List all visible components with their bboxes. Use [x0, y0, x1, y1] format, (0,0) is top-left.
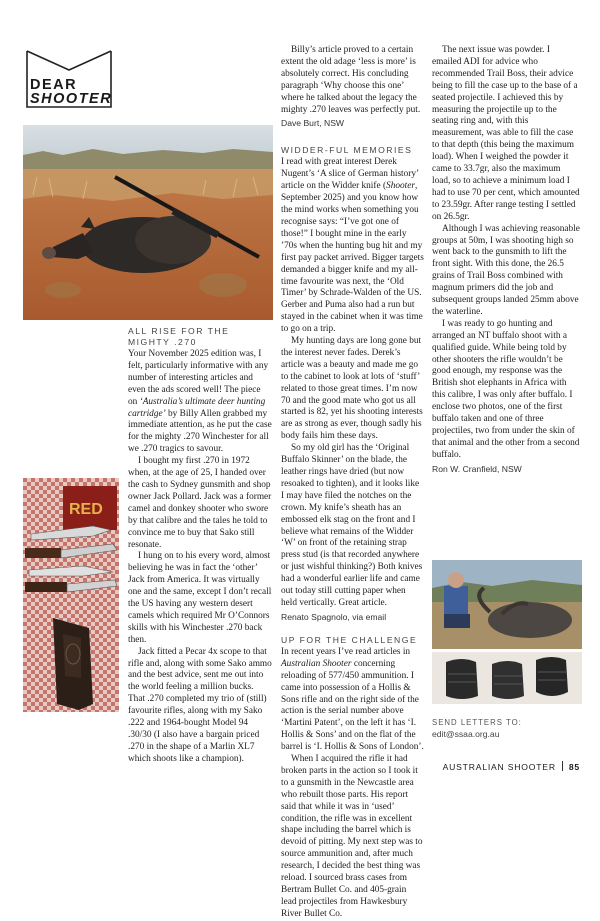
logo-line-1: DEAR: [30, 77, 78, 93]
knives-photo: [23, 478, 119, 712]
feral-pig-photo: [23, 125, 273, 320]
letter-heading: UP FOR THE CHALLENGE: [281, 634, 418, 645]
letter-paragraph: Billy’s article proved to a certain extent the old adage ‘less is more’ is absolutely correct. His concluding paragraph ‘Why choose this one’ where he talked about the legacy the mighty .270 leaves was perfectly put.: [281, 45, 421, 115]
letter-heading: ALL RISE FOR THE MIGHTY .270: [128, 326, 230, 347]
buffalo-photo: [432, 560, 582, 649]
letter-signature: Ron W. Cranfield, NSW: [432, 463, 522, 474]
footer-divider: [562, 761, 563, 771]
letter-signature: Dave Burt, NSW: [281, 118, 345, 129]
letter-paragraph: My hunting days are long gone but the interest never fades. Derek’s article was a beauty and made me go to the cabinet to look at lots of ‘stuff’ related to those great times. I’m now 70 and the good mate who got us all started is 82, yet his shooting interests are as strong as ever, though sadly his body fails him these days.: [281, 336, 423, 442]
letter-signature: Renato Spagnolo, via email: [281, 611, 387, 622]
letter-column-3: [432, 45, 580, 475]
letter-paragraph: I bought my first .270 in 1972 when, at the age of 25, I handed over the cash to Sydney gunsmith and shop owner Jack Pollard. Jack was a former camel and donkey shooter who swore by that calibre and the tales he told to convince me to buy that Sako still resonate.: [128, 456, 272, 550]
letter-heading: WIDDER-FUL MEMORIES: [281, 145, 413, 156]
logo-line-2: SHOOTER: [30, 91, 113, 107]
letter-paragraph: When I acquired the rifle it had broken parts in the action so I took it to a gunsmith in the Newcastle area who rebuilt those parts. His report said that while it was in ‘used’ condition, the rifle was in excellent shape including the barrel which is devoid of pitting. My next step was to source ammunition and, after much research, I decided the best thing was reload. I sourced brass cases from Bertram Bullet Co. and 405-grain lead projectiles from Hawkesbury River Bullet Co.: [281, 754, 423, 919]
letter-column-2: [281, 45, 424, 921]
letter-paragraph: I hung on to his every word, almost believing he was in fact the ‘other’ Jack from America. It was virtually one and the same, except I don’t recall the US having any western desert camels which required Mr O’Connors skills with his Winchester .270 back then.: [128, 551, 272, 645]
section-logo: [30, 78, 112, 106]
page-number: 85: [568, 762, 580, 772]
send-letters-box: [432, 718, 522, 740]
letter-paragraph: Although I was achieving reasonable groups at 50m, I was shooting high so went back to the gunsmith to lift the front sight. With this done, the 26.5 grains of Trail Boss combined with magnum primers did the job and subsequent groups landed 25mm above the waterline.: [432, 223, 580, 317]
send-letters-label: SEND LETTERS TO:: [432, 718, 522, 727]
letter-paragraph: Your November 2025 edition was, I felt, particularly informative with any number of interesting articles and even the ads scored well! The piece on ‘Australia’s ultimate deer hunting cartridge’ by Billy Allen grabbed my immediate attention, as he put the case for the mighty .270 Winchester for all we .270 tragics to savour.: [128, 349, 272, 455]
svg-text:RED: RED: [69, 501, 103, 518]
letter-paragraph: The next issue was powder. I emailed ADI for advice who recommended Trail Boss, their advice being to fill the case up to the base of a seated projectile. I achieved this by measuring the projectile up to the seating ring and, with this measurement, was able to fill the case to that depth (this being the maximum load). When I weighed the powder it came to 33.7gr, also the maximum load, so to achieve a minimum load I had to use 70 per cent, which amounted to 23.59gr. After range testing I settled on 26.5gr.: [432, 45, 580, 222]
page-footer: [410, 761, 580, 772]
letter-paragraph: In recent years I’ve read articles in Australian Shooter concerning reloading of 577/450 ammunition. I came into possession of a Hollis & Sons rifle and on the right side of the action is the serial number above ‘Martini Patent’, on the left it has ‘I. Hollis & Sons’ and on the flat of the barrel is ‘I. Hollis & Sons of London’.: [281, 646, 424, 753]
letter-column-1: [128, 326, 272, 766]
letter-paragraph: I read with great interest Derek Nugent’s ‘A slice of German history’ article on the Widder knife (Shooter, September 2025) and you know how the mind works when something you recognise says: “I’ve got one of those!” I bought mine in the early ’70s when the hunting bug hit and my first pay packet arrived. Bigger targets demanded a bigger knife and my all-time favourite was next, the ‘Old Timer’ by Schrade-Walden of the US. Gerber and Puma also had a run but stayed in the cabinet when it was time to go on a trip.: [281, 157, 424, 335]
send-letters-email[interactable]: edit@ssaa.org.au: [432, 729, 500, 739]
projectiles-photo: [432, 652, 582, 704]
magazine-name: AUSTRALIAN SHOOTER: [442, 762, 556, 772]
letter-paragraph: I was ready to go hunting and arranged an NT buffalo shoot with a qualified guide. While being told by other shooters the rifle wouldn’t be good enough, my response was the British shot elephants in Africa with this calibre, I was only after buffalo. I enclose two photos, one of the first buffalo taken and one of three projectiles, two from under the skin of that animal and the other from a second buffalo.: [432, 318, 580, 460]
letter-paragraph: So my old girl has the ‘Original Buffalo Skinner’ on the blade, the leather rings have dried (but now resoaked to tighten), and it looks like I may have filed the notches on the crown. My knife’s sheath has an embossed elk stag on the front and I believe what remains of the Widder ‘W’ on front of the retaining strap press stud (is that recorded anywhere or just wishful thinking?) Both knives had a wonderful earlier life and came out today still cutting paper when held vertically. Great article.: [281, 443, 423, 608]
letter-paragraph: Jack fitted a Pecar 4x scope to that rifle and, along with some Sako ammo and the best advice, sent me out into the world feeling a million bucks. That .270 completed my trio of (still) favourite rifles, along with my Sako .222 and 1964-bought Model 94 .30/30 (I also have a bargain priced .270 in the shape of a Marlin XL7 which shoots like a champion).: [128, 646, 272, 764]
